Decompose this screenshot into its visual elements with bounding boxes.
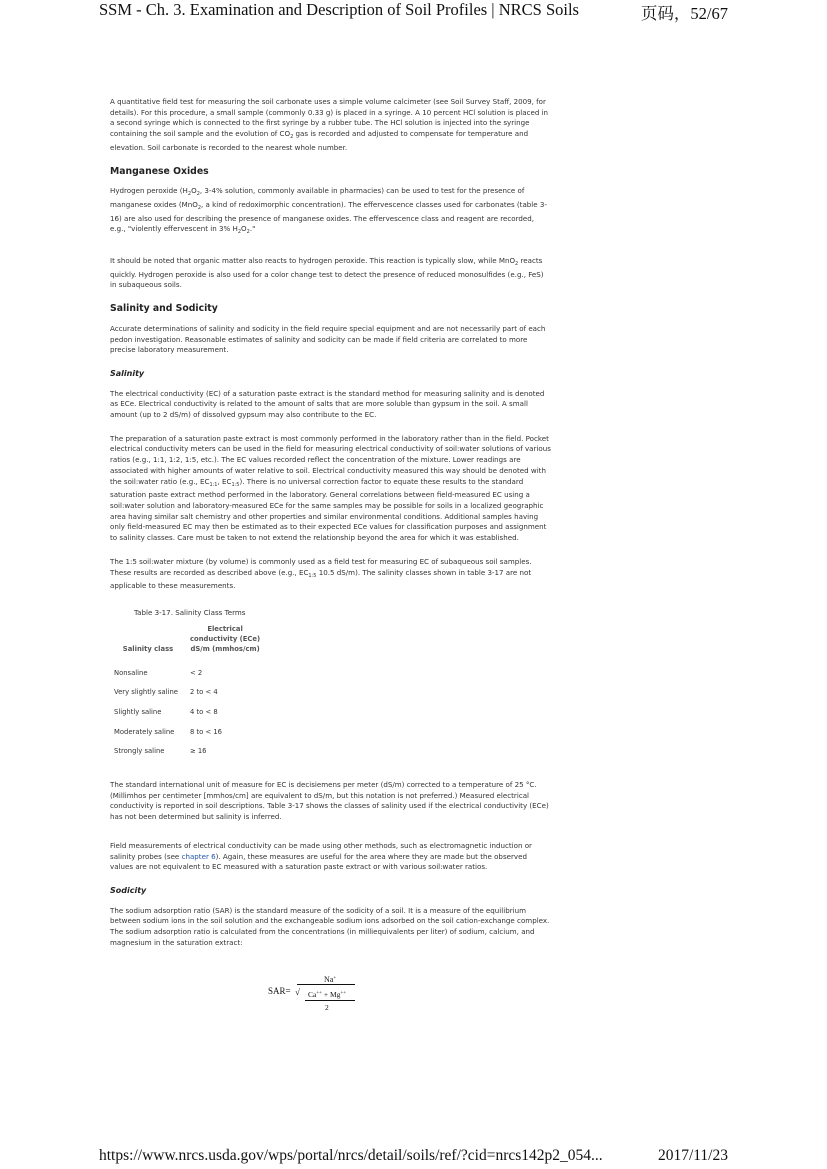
- formula-divisor: 2: [325, 1003, 329, 1013]
- table-header-row: [110, 624, 264, 668]
- salinity-paragraph-4: The standard international unit of measure for EC is decisiemens per meter (dS/m) corrected to a temperature of 25 °C. (Millimhos per centimeter [mmhos/cm] are equivalent to dS/m, but this notation is not preferred.) Measured electrical conductivity is reported in soil descriptions. Table 3-17 shows the classes of salinity used if the electrical conductivity (ECe) has not been determined but salinity is inferred.: [110, 780, 549, 822]
- fraction-bar: [297, 984, 355, 985]
- sar-formula: [268, 974, 378, 1024]
- salinity-paragraph-2: The preparation of a saturation paste extract is most commonly performed in the laboratory rather than in the field. Pocket electrical conductivity meters can be used in the field for measuring electrical conductivity of soil:water solutions of various ratios (e.g., 1:1, 1:2, 1:5, etc.). The EC values recorded reflect the concentration of the mixture. Lower readings are associated with higher amounts of water relative to soil. Electrical conductivity measured this way should be denoted with the soil:water ratio (e.g., $EC_{1:1}$, $EC_{1:5}$). There is no universal correction factor to equate these results to the standard saturation paste extract method performed in the laboratory. General correlations between field-measured EC using a soil:water solution and laboratory-measured ECe for the same samples may be possible for soils in a localized geographic area having similar salt chemistry and other properties and similar environmental conditions. Additional samples having only field-measured EC may then be estimated as to their expected ECe values for classification purposes and assignment to salinity classes. Care must be taken to not extend the relationship beyond the area for which it was established.: [110, 433, 551, 543]
- manganese-paragraph-1: Hydrogen peroxide ($H_2O_2$, 3-4% solution, commonly available in pharmacies) can be used to test for the presence of manganese oxides (MnO$_2$, a kind of redoximorphic concentration). The effervescence classes used for carbonates (table 3-16) are also used for describing the presence of manganese oxides. The effervescence class and reagent are recorded, e.g., "violently effervescent in 3% $H_2O_2$.": [110, 186, 547, 236]
- salinity-sodicity-paragraph: Accurate determinations of salinity and sodicity in the field require special equipment and are not necessarily part of each pedon investigation. Reasonable estimates of salinity and sodicity can be made if field criteria are correlated to more precise laboratory measurement.: [110, 323, 546, 355]
- formula-numerator: Na+: [324, 975, 337, 985]
- ec-range-cell: 2 to < 4: [190, 688, 218, 697]
- table-row: [110, 727, 264, 747]
- ec-range-cell: 8 to < 16: [190, 727, 222, 736]
- ec-range-cell: 4 to < 8: [190, 707, 218, 716]
- salinity-class-table-wrap: [110, 608, 551, 766]
- salinity-heading: Salinity: [110, 368, 145, 378]
- ec-range-cell: < 2: [190, 668, 203, 677]
- table-row: [110, 707, 264, 727]
- header-salinity-class: Salinity class: [122, 644, 174, 653]
- page-indicator: 页码，52/67: [640, 4, 728, 23]
- table-caption: Table 3-17. Salinity Class Terms: [134, 607, 246, 617]
- print-footer: [99, 1147, 728, 1169]
- salinity-class-cell: Strongly saline: [114, 747, 165, 756]
- sodicity-paragraph: The sodium adsorption ratio (SAR) is the standard measure of the sodicity of a soil. It is a measure of the equilibrium between sodium ions in the soil solution and the exchangeable sodium ions adsorbed on the soil cation-exchange complex. The sodium adsorption ratio is calculated from the concentrations (in milliequivalents per liter) of sodium, calcium, and magnesium in the saturation extract:: [110, 905, 550, 947]
- table-row: [110, 687, 264, 707]
- header-electrical-conductivity: Electrical conductivity (ECe) dS/m (mmhos/cm): [190, 624, 261, 653]
- ec-range-cell: ≥ 16: [190, 747, 207, 756]
- chapter-6-link[interactable]: chapter 6: [181, 851, 216, 861]
- manganese-paragraph-2: It should be noted that organic matter also reacts to hydrogen peroxide. This reaction is typically slow, while MnO$_2$ reacts quickly. Hydrogen peroxide is also used for a color change test to detect the presence of reduced monosulfides (e.g., FeS) in subaqueous soils.: [110, 256, 544, 290]
- print-date: 2017/11/23: [657, 1147, 728, 1164]
- sodicity-heading: Sodicity: [110, 885, 147, 895]
- document-title: SSM - Ch. 3. Examination and Description of Soil Profiles | NRCS Soils: [99, 0, 579, 19]
- manganese-oxides-heading: Manganese Oxides: [110, 165, 209, 177]
- salinity-class-cell: Nonsaline: [114, 668, 148, 677]
- salinity-class-table: [110, 624, 264, 766]
- salinity-paragraph-5: Field measurements of electrical conductivity can be made using other methods, such as electromagnetic induction or salinity probes (see chapter 6). Again, these measures are useful for the area where they are made but the observed values are not equivalent to EC measured with a saturation paste extract or with various soil:water ratios.: [110, 840, 532, 872]
- print-header: [99, 0, 728, 26]
- salinity-class-cell: Slightly saline: [114, 707, 162, 716]
- salinity-class-cell: Very slightly saline: [114, 688, 178, 697]
- formula-denominator: Ca++ + Mg++: [308, 990, 347, 1000]
- formula-lhs: SAR=: [268, 986, 291, 997]
- inner-fraction-bar: [305, 1000, 355, 1001]
- salinity-sodicity-heading: Salinity and Sodicity: [110, 303, 218, 315]
- table-row: [110, 668, 264, 688]
- page-content: [110, 97, 551, 1024]
- source-url: https://www.nrcs.usda.gov/wps/portal/nrcs/detail/soils/ref/?cid=nrcs142p2_054...: [99, 1147, 603, 1164]
- carbonate-paragraph: A quantitative field test for measuring the soil carbonate uses a simple volume calcimeter (see Soil Survey Staff, 2009, for details). For this procedure, a small sample (commonly 0.33 g) is placed in a syringe. A 10 percent HCl solution is placed in a second syringe which is connected to the first syringe by a rubber tube. The HCl solution is injected into the syringe containing the soil sample and the evolution of $CO_2$ gas is recorded and adjusted to compensate for temperature and elevation. Soil carbonate is recorded to the nearest whole number.: [110, 97, 549, 152]
- salinity-paragraph-3: The 1:5 soil:water mixture (by volume) is commonly used as a field test for measuring EC of subaqueous soil samples. These results are recorded as described above (e.g., $EC_{1:5}$ 10.5 dS/m). The salinity classes shown in table 3-17 are not applicable to these measurements.: [110, 556, 532, 591]
- table-row: [110, 746, 264, 766]
- square-root-icon: √: [295, 987, 300, 998]
- salinity-paragraph-1: The electrical conductivity (EC) of a saturation paste extract is the standard method for measuring salinity and is denoted as ECe. Electrical conductivity is related to the amount of salts that are more soluble than gypsum in the soil. A small amount (up to 2 dS/m) of dissolved gypsum may also contribute to the EC.: [110, 388, 545, 420]
- salinity-class-cell: Moderately saline: [114, 727, 175, 736]
